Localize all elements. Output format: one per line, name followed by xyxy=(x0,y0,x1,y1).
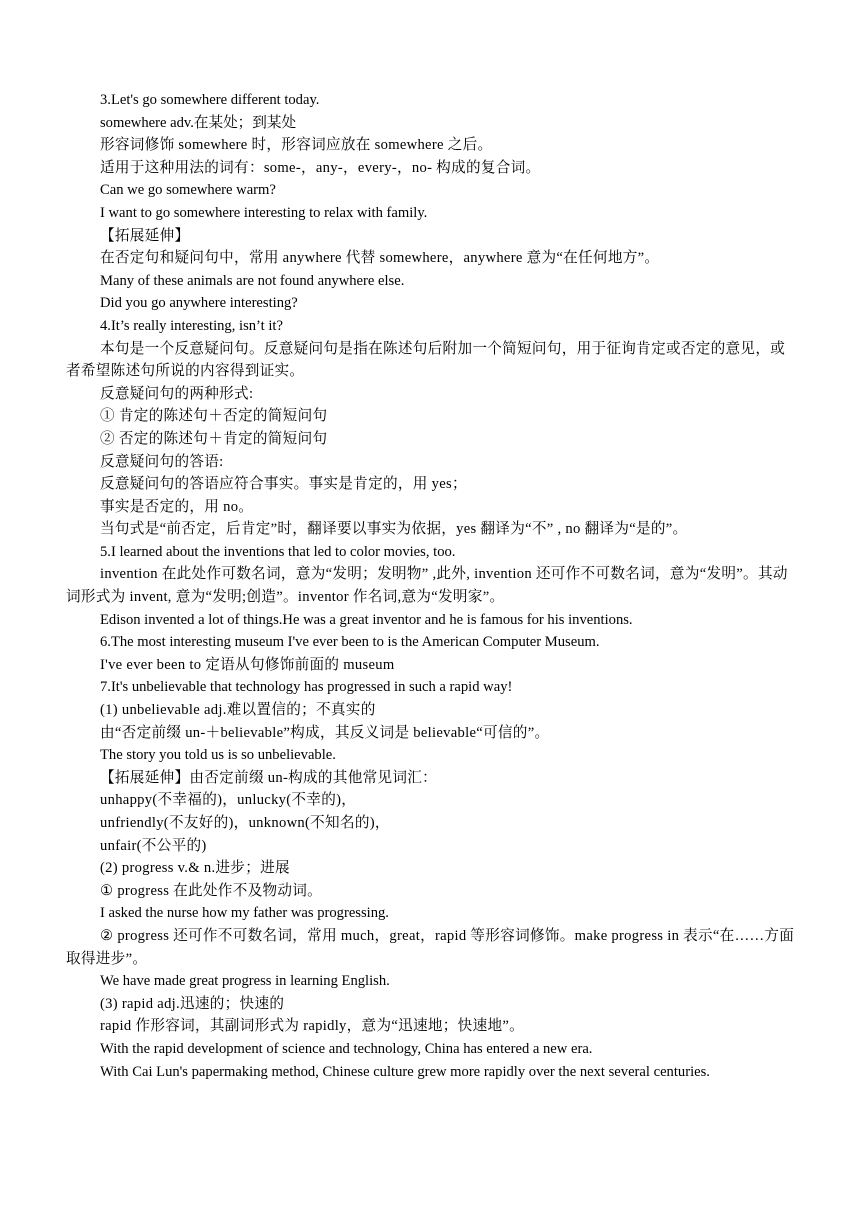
line-26: (1) unbelievable adj.难以置信的；不真实的 xyxy=(100,702,376,719)
line-24: I've ever been to 定语从句修饰前面的 museum xyxy=(100,656,395,673)
line-27: 由“否定前缀 un-＋believable”构成，其反义词是 believable“可信的”。 xyxy=(100,724,550,741)
line-41: With Cai Lun's papermaking method, Chinese culture grew more rapidly over the next several centuries. xyxy=(100,1063,710,1080)
line-25: 7.It's unbelievable that technology has progressed in such a rapid way! xyxy=(100,679,513,696)
line-8: 在否定句和疑问句中，常用 anywhere 代替 somewhere，anywhere 意为“在任何地方”。 xyxy=(100,250,660,267)
line-33: (2) progress v.& n.进步；进展 xyxy=(100,860,290,877)
line-3: 形容词修饰 somewhere 时，形容词应放在 somewhere 之后。 xyxy=(100,137,493,154)
line-19: 当句式是“前否定，后肯定”时，翻译要以事实为依据，yes 翻译为“不” , no 翻译为“是的”。 xyxy=(100,521,688,538)
line-16: 反意疑问句的答语: xyxy=(100,453,224,470)
line-35: I asked the nurse how my father was progressing. xyxy=(100,905,389,922)
line-21: invention 在此处作可数名词，意为“发明；发明物” ,此外, invention 还可作不可数名词，意为“发明”。其动词形式为 invent, 意为“发明;创造”。inventor 作名词,意为“发明家”。 xyxy=(66,566,788,606)
line-18: 事实是否定的，用 no。 xyxy=(100,498,254,515)
line-36: ② progress 还可作不可数名词，常用 much，great，rapid 等形容词修饰。make progress in 表示“在……方面取得进步”。 xyxy=(66,927,795,967)
line-12: 本句是一个反意疑问句。反意疑问句是指在陈述句后附加一个简短问句，用于征询肯定或否定的意见，或者希望陈述句所说的内容得到证实。 xyxy=(66,340,786,380)
line-9: Many of these animals are not found anywhere else. xyxy=(100,272,405,289)
section-heading-extension-1: 【拓展延伸】 xyxy=(100,227,190,244)
line-11: 4.It’s really interesting, isn’t it? xyxy=(100,317,283,334)
document-page xyxy=(66,89,796,1083)
line-31: unfriendly(不友好的)，unknown(不知名的)， xyxy=(100,815,390,831)
line-23: 6.The most interesting museum I've ever been to is the American Computer Museum. xyxy=(100,634,600,651)
line-1: 3.Let's go somewhere different today. xyxy=(100,92,320,108)
line-15: ② 否定的陈述句＋肯定的简短问句 xyxy=(100,430,328,447)
line-4: 适用于这种用法的词有：some-，any-，every-，no- 构成的复合词。 xyxy=(100,159,541,176)
line-2: somewhere adv.在某处；到某处 xyxy=(100,114,297,131)
line-32: unfair(不公平的) xyxy=(100,837,207,854)
line-10: Did you go anywhere interesting? xyxy=(100,295,298,312)
line-37: We have made great progress in learning English. xyxy=(100,973,390,990)
line-5: Can we go somewhere warm? xyxy=(100,182,276,199)
line-14: ① 肯定的陈述句＋否定的简短问句 xyxy=(100,408,328,425)
line-6: I want to go somewhere interesting to relax with family. xyxy=(100,204,428,221)
line-38: (3) rapid adj.迅速的；快速的 xyxy=(100,995,285,1012)
line-28: The story you told us is so unbelievable. xyxy=(100,747,336,764)
line-40: With the rapid development of science and technology, China has entered a new era. xyxy=(100,1040,593,1057)
line-34: ① progress 在此处作不及物动词。 xyxy=(100,882,323,899)
line-39: rapid 作形容词，其副词形式为 rapidly，意为“迅速地；快速地”。 xyxy=(100,1018,525,1035)
line-17: 反意疑问句的答语应符合事实。事实是肯定的，用 yes； xyxy=(100,476,467,493)
line-20: 5.I learned about the inventions that led to color movies, too. xyxy=(100,543,456,560)
section-heading-extension-2: 【拓展延伸】由否定前缀 un-构成的其他常见词汇： xyxy=(100,769,438,786)
line-22: Edison invented a lot of things.He was a great inventor and he is famous for his inventions. xyxy=(100,611,633,628)
line-30: unhappy(不幸福的)，unlucky(不幸的)， xyxy=(100,792,357,809)
line-13: 反意疑问句的两种形式: xyxy=(100,385,254,402)
